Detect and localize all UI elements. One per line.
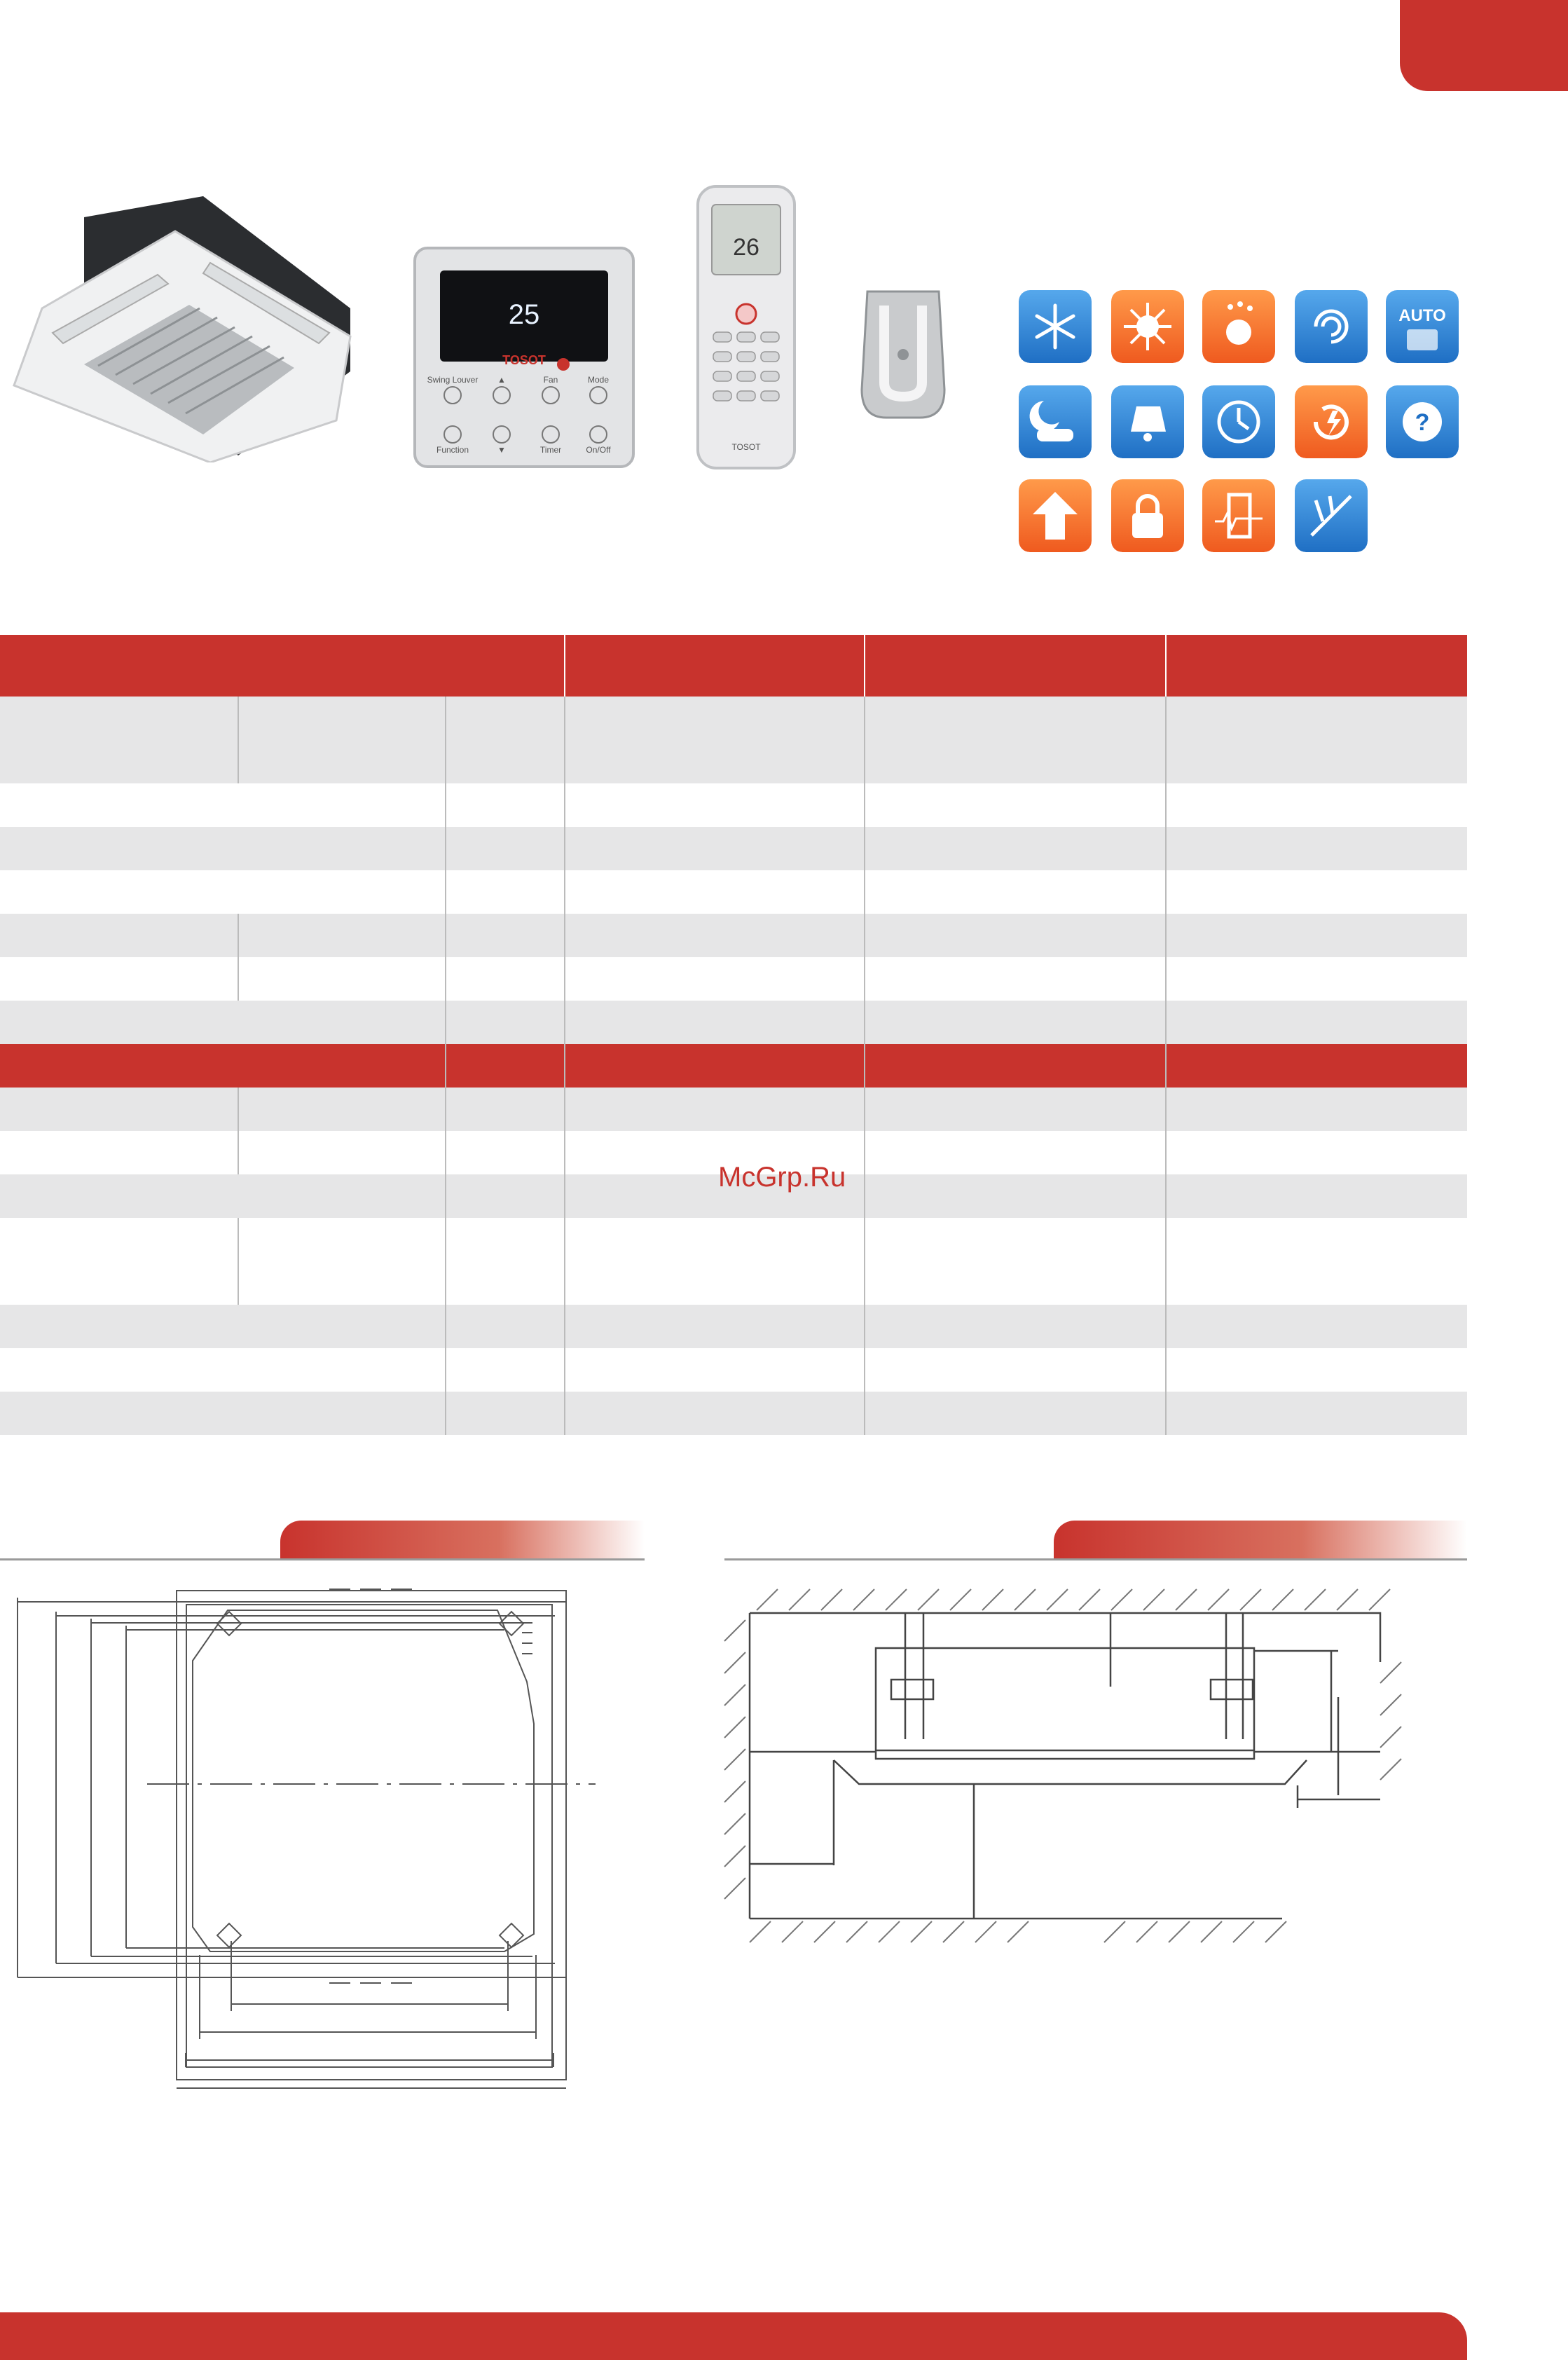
svg-text:Function: Function — [436, 445, 469, 455]
spec-row — [0, 1305, 1467, 1348]
cassette-unit-image — [0, 189, 399, 462]
spec-row — [0, 1088, 1467, 1131]
svg-text:TOSOT: TOSOT — [502, 353, 546, 367]
spec-row — [0, 827, 1467, 870]
remote-display-temp: 26 — [733, 234, 759, 261]
spec-row — [0, 870, 1467, 914]
spec-row — [0, 1044, 1467, 1088]
spec-row — [0, 957, 1467, 1001]
dimensions-section-tab — [280, 1521, 645, 1560]
footer-bar — [0, 2312, 1467, 2360]
controller-display-temp: 25 — [508, 299, 540, 330]
clock-timer-icon — [1202, 385, 1275, 458]
pump-up-icon — [1019, 479, 1092, 552]
auto-restart-icon — [1295, 385, 1368, 458]
spec-row — [0, 1348, 1467, 1392]
svg-text:AUTO: AUTO — [1398, 306, 1446, 325]
spec-row — [0, 1218, 1467, 1305]
installation-section-rule — [724, 1558, 1467, 1560]
spec-row — [0, 697, 1467, 783]
sleep-mode-icon — [1019, 385, 1092, 458]
spec-table — [0, 635, 1467, 1436]
remote-control-image — [695, 184, 797, 471]
fan-swirl-icon — [1295, 290, 1368, 363]
svg-text:▼: ▼ — [497, 445, 506, 455]
sun-dry-icon — [1202, 290, 1275, 363]
spec-row — [0, 914, 1467, 957]
self-diagnosis-icon — [1386, 385, 1459, 458]
anti-freeze-icon — [1295, 479, 1368, 552]
wired-controller-image — [412, 245, 636, 469]
door-contact-icon — [1202, 479, 1275, 552]
installation-section-tab — [1054, 1521, 1467, 1560]
sun-heat-icon — [1111, 290, 1184, 363]
svg-text:?: ? — [1415, 409, 1430, 436]
lock-icon — [1111, 479, 1184, 552]
auto-mode-icon — [1386, 290, 1459, 363]
svg-text:On/Off: On/Off — [586, 445, 611, 455]
spec-row — [0, 783, 1467, 827]
bell-signal-icon — [1111, 385, 1184, 458]
svg-text:Swing Louver: Swing Louver — [427, 375, 479, 385]
spec-row — [0, 1392, 1467, 1435]
spec-row — [0, 1001, 1467, 1044]
watermark: McGrp.Ru — [718, 1162, 846, 1193]
svg-text:Timer: Timer — [539, 445, 562, 455]
spec-row — [0, 635, 1467, 697]
svg-text:Mode: Mode — [587, 375, 610, 385]
dimensions-drawing — [0, 1577, 631, 2109]
snowflake-cool-icon — [1019, 290, 1092, 363]
svg-text:TOSOT: TOSOT — [731, 442, 761, 452]
svg-text:Fan: Fan — [543, 375, 558, 385]
remote-holder-image — [853, 284, 953, 422]
dimensions-section-rule — [0, 1558, 645, 1560]
installation-drawing — [708, 1585, 1436, 2005]
svg-text:▲: ▲ — [497, 375, 506, 385]
corner-tab — [1400, 0, 1568, 91]
